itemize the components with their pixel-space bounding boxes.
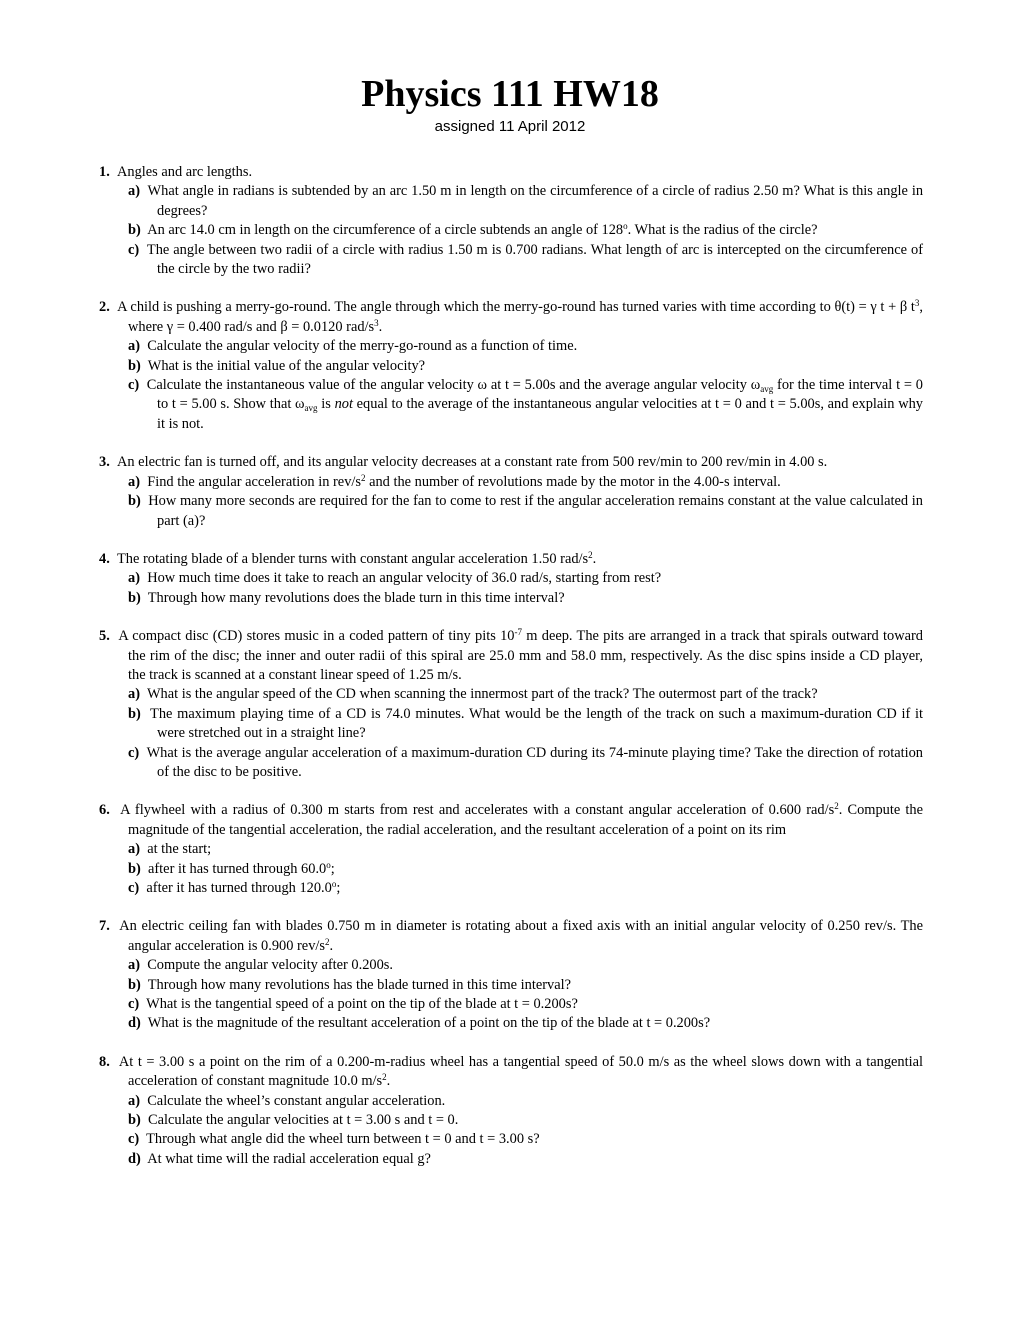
problem-3 xyxy=(99,453,923,531)
part-b xyxy=(99,705,923,744)
part-label: a) xyxy=(128,570,140,587)
part-text: What is the tangential speed of a point on the tip of the blade at t = 0.200s? xyxy=(146,996,578,1013)
part-b xyxy=(99,357,923,376)
part-label: d) xyxy=(128,1015,141,1032)
statement-text: . xyxy=(386,1073,391,1090)
part-a xyxy=(99,1092,923,1111)
superscript: 2 xyxy=(588,549,593,560)
part-a xyxy=(99,337,923,356)
part-text: and the number of revolutions made by the motor in the 4.00-s interval. xyxy=(365,473,781,490)
problem-statement xyxy=(99,917,923,956)
statement-text: At t = 3.00 s a point on the rim of a 0.200-m-radius wheel has a tangential speed of 50.0 m/s as the wheel slows down with a tangential acceleration of constant magnitude 10.0 m/s xyxy=(118,1053,924,1090)
problem-4 xyxy=(99,550,923,608)
superscript: 3 xyxy=(374,317,379,328)
statement-text: m deep. The pits are arranged in a track that spirals outward toward the rim of the disc; the inner and outer radii of this spiral are 25.0 mm and 58.0 mm, respectively. As the disc spins inside a CD player, the track is scanned at a constant linear speed of 1.25 m/s. xyxy=(128,628,923,683)
part-b xyxy=(99,976,923,995)
problem-statement xyxy=(99,298,923,337)
problem-statement xyxy=(99,627,923,685)
statement-text: . Compute the magnitude of the tangential acceleration, the radial acceleration, and the resultant acceleration of a point on its rim xyxy=(128,802,923,838)
part-label: c) xyxy=(128,1131,140,1148)
part-label: b) xyxy=(128,860,141,877)
part-label: b) xyxy=(128,222,141,239)
part-b xyxy=(99,860,923,879)
problem-list xyxy=(99,163,923,1188)
part-c xyxy=(99,879,923,898)
part-label: a) xyxy=(128,1092,140,1109)
part-label: b) xyxy=(128,1112,141,1129)
part-label: b) xyxy=(128,705,141,722)
part-text: Through what angle did the wheel turn between t = 0 and t = 3.00 s? xyxy=(146,1131,540,1148)
part-text: . What is the radius of the circle? xyxy=(627,222,818,239)
statement-text: An electric fan is turned off, and its angular velocity decreases at a constant rate from 500 rev/min to 200 rev/min in 4.00 s. xyxy=(117,454,828,471)
superscript: o xyxy=(331,879,337,889)
part-text: after it has turned through 120.0 xyxy=(146,880,332,896)
part-text: Find the angular acceleration in rev/s xyxy=(147,473,361,490)
part-text: What is the initial value of the angular velocity? xyxy=(147,357,426,374)
problem-5 xyxy=(99,627,923,782)
part-text: Compute the angular velocity after 0.200s. xyxy=(147,957,393,974)
part-label: a) xyxy=(128,957,140,974)
part-text: after it has turned through 60.0 xyxy=(148,860,327,877)
problem-number: 1. xyxy=(99,164,110,180)
page-title: Physics 111 HW18 xyxy=(361,73,659,115)
statement-text: , where γ = 0.400 rad/s and β = 0.0120 rad/s xyxy=(128,299,923,335)
part-text: ; xyxy=(336,880,341,896)
part-text: Calculate the angular velocity of the merry-go-round as a function of time. xyxy=(147,338,578,355)
problem-statement xyxy=(99,453,923,472)
statement-text: The rotating blade of a blender turns with constant angular acceleration 1.50 rad/s xyxy=(117,550,589,567)
subscript: avg xyxy=(304,403,318,414)
problem-statement xyxy=(99,801,923,840)
problem-number: 6. xyxy=(99,802,110,819)
superscript: 2 xyxy=(834,801,839,812)
part-label: c) xyxy=(128,377,140,394)
assigned-date: assigned 11 April 2012 xyxy=(434,118,586,135)
statement-text: An electric ceiling fan with blades 0.750 m in diameter is rotating about a fixed axis with an initial angular velocity of 0.250 rev/s. The angular acceleration is 0.900 rev/s xyxy=(119,918,923,954)
part-text: What is the average angular acceleration of a maximum-duration CD during its 74-minute playing time? Take the direction of rotation of the disc to be positive. xyxy=(146,744,923,780)
part-a xyxy=(99,182,923,221)
superscript: 3 xyxy=(914,298,920,309)
problem-number: 8. xyxy=(99,1053,110,1070)
part-d xyxy=(99,1014,923,1033)
part-label: d) xyxy=(128,1150,141,1167)
part-text: The maximum playing time of a CD is 74.0 minutes. What would be the length of the track on such a maximum-duration CD if it were stretched out in a straight line? xyxy=(150,705,924,742)
problem-number: 3. xyxy=(99,454,110,471)
statement-text: A compact disc (CD) stores music in a coded pattern of tiny pits 10 xyxy=(118,628,515,645)
problem-7 xyxy=(99,917,923,1033)
part-a xyxy=(99,685,923,704)
problem-statement xyxy=(99,550,923,569)
problem-number: 2. xyxy=(99,299,110,316)
part-text: equal to the average of the instantaneous angular velocities at t = 0 and t = 5.00s, and explain why it is not. xyxy=(157,396,923,432)
part-text: What angle in radians is subtended by an arc 1.50 m in length on the circumference of a circle of radius 2.50 m? What is this angle in degrees? xyxy=(147,183,924,219)
problem-2 xyxy=(99,298,923,434)
statement-text: . xyxy=(378,318,383,335)
part-c xyxy=(99,1130,923,1149)
part-a xyxy=(99,956,923,975)
problem-number: 5. xyxy=(99,628,110,645)
part-text: What is the angular speed of the CD when scanning the innermost part of the track? The outermost part of the track? xyxy=(146,686,818,703)
part-text: Through how many revolutions has the blade turned in this time interval? xyxy=(147,976,571,993)
part-label: a) xyxy=(128,841,140,858)
superscript: o xyxy=(623,221,628,232)
part-b xyxy=(99,589,923,608)
subscript: avg xyxy=(760,384,774,395)
part-text: ; xyxy=(330,860,335,877)
part-c xyxy=(99,241,923,280)
part-text: for the time interval t = 0 to t = 5.00 s. Show that ω xyxy=(157,377,923,413)
statement-text: . xyxy=(592,550,597,567)
part-label: c) xyxy=(128,996,140,1013)
statement-text: A child is pushing a merry-go-round. The angle through which the merry-go-round has turned varies with time according to θ(t) = γ t + β t xyxy=(117,299,915,316)
part-text: Through how many revolutions does the blade turn in this time interval? xyxy=(147,589,565,606)
part-label: c) xyxy=(128,880,140,896)
statement-text: Angles and arc lengths. xyxy=(117,164,253,180)
part-text: at the start; xyxy=(147,841,212,858)
part-text: An arc 14.0 cm in length on the circumference of a circle subtends an angle of 128 xyxy=(147,222,624,239)
part-label: a) xyxy=(128,473,140,490)
part-label: a) xyxy=(128,338,140,355)
problem-1 xyxy=(99,163,923,279)
superscript: o xyxy=(326,859,331,870)
part-a xyxy=(99,840,923,859)
part-b xyxy=(99,492,923,531)
superscript: 2 xyxy=(360,472,366,483)
part-a xyxy=(99,473,923,492)
problem-number: 4. xyxy=(99,550,110,567)
part-c xyxy=(99,744,923,783)
statement-text: A flywheel with a radius of 0.300 m starts from rest and accelerates with a constant angular acceleration of 0.600 rad/s xyxy=(120,802,835,819)
part-label: b) xyxy=(128,589,141,606)
part-label: c) xyxy=(128,241,140,258)
part-text: How many more seconds are required for the fan to come to rest if the angular acceleration remains constant at the value calculated in part (a)? xyxy=(148,493,923,529)
superscript: 2 xyxy=(325,936,330,947)
part-a xyxy=(99,569,923,588)
superscript: 2 xyxy=(382,1072,387,1083)
problem-statement xyxy=(99,163,923,182)
part-c xyxy=(99,376,923,434)
part-label: c) xyxy=(128,744,140,761)
emphasis: not xyxy=(334,396,353,413)
part-b xyxy=(99,1111,923,1130)
part-text: Calculate the wheel’s constant angular acceleration. xyxy=(147,1092,446,1109)
problem-statement xyxy=(99,1053,923,1092)
part-label: b) xyxy=(128,357,141,374)
problem-number: 7. xyxy=(99,918,110,935)
part-label: a) xyxy=(128,183,140,200)
part-label: b) xyxy=(128,976,141,993)
part-b xyxy=(99,221,923,240)
part-text: Calculate the instantaneous value of the angular velocity ω at t = 5.00s and the average angular velocity ω xyxy=(146,377,761,394)
part-text: Calculate the angular velocities at t = 3.00 s and t = 0. xyxy=(148,1112,459,1129)
part-label: a) xyxy=(128,686,140,703)
part-text: At what time will the radial acceleration equal g? xyxy=(147,1150,431,1167)
problem-6 xyxy=(99,801,923,898)
part-label: b) xyxy=(128,493,141,510)
statement-text: . xyxy=(329,937,334,954)
part-text: is xyxy=(317,396,335,413)
part-text: The angle between two radii of a circle with radius 1.50 m is 0.700 radians. What length of arc is intercepted on the circumference of the circle by the two radii? xyxy=(146,241,923,278)
part-c xyxy=(99,995,923,1014)
part-d xyxy=(99,1150,923,1169)
part-text: What is the magnitude of the resultant acceleration of a point on the tip of the blade at t = 0.200s? xyxy=(147,1015,711,1032)
problem-8 xyxy=(99,1053,923,1169)
superscript: -7 xyxy=(514,627,522,638)
part-text: How much time does it take to reach an angular velocity of 36.0 rad/s, starting from rest? xyxy=(147,570,662,587)
